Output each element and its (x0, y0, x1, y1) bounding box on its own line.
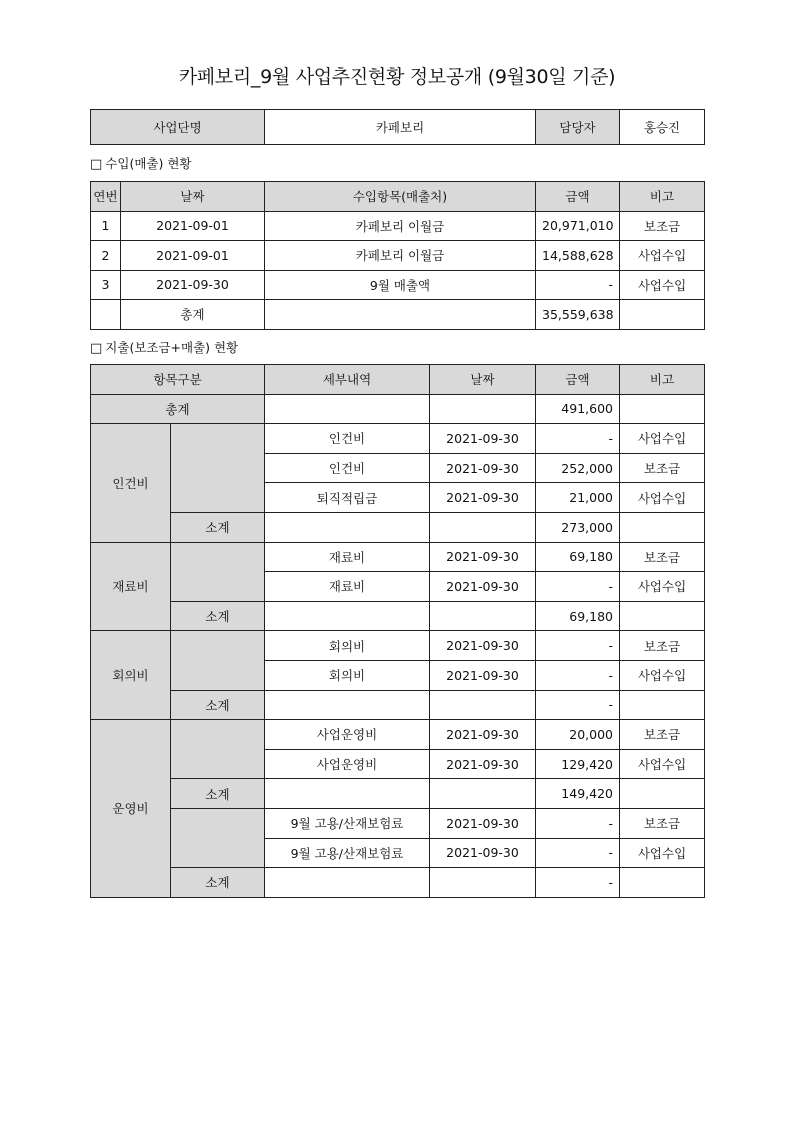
subtotal-blank (620, 868, 705, 898)
page-title: 카페보리_9월 사업추진현황 정보공개 (9월30일 기준) (178, 66, 616, 88)
expense-date: 2021-09-30 (430, 483, 536, 513)
subtotal-row (91, 868, 705, 898)
income-total-blank (265, 300, 536, 330)
subtotal-label: 소계 (171, 779, 265, 809)
expense-note: 보조금 (620, 542, 705, 572)
table-row (91, 631, 705, 661)
expense-note: 보조금 (620, 808, 705, 838)
income-item: 9월 매출액 (265, 270, 536, 300)
expense-amount: - (536, 838, 620, 868)
expense-detail: 사업운영비 (265, 720, 430, 750)
manager-label: 담당자 (536, 110, 620, 145)
expense-total-blank (430, 394, 536, 424)
table-row (91, 211, 705, 241)
expense-total-blank (620, 394, 705, 424)
subtotal-label: 소계 (171, 601, 265, 631)
expense-note: 사업수입 (620, 483, 705, 513)
operation-category: 운영비 (91, 720, 171, 898)
income-note: 보조금 (620, 211, 705, 241)
table-row (91, 720, 705, 750)
expense-amount: 69,180 (536, 542, 620, 572)
expense-amount: - (536, 572, 620, 602)
subtotal-label: 소계 (171, 868, 265, 898)
income-item: 카페보리 이월금 (265, 241, 536, 271)
income-no: 2 (91, 241, 121, 271)
expense-note: 사업수입 (620, 660, 705, 690)
checkbox-square-icon: □ (90, 341, 103, 356)
subtotal-label: 소계 (171, 690, 265, 720)
income-total-label: 총계 (121, 300, 265, 330)
meeting-category: 회의비 (91, 631, 171, 720)
expense-detail: 인건비 (265, 453, 430, 483)
expense-header-category: 항목구분 (91, 365, 265, 395)
income-item: 카페보리 이월금 (265, 211, 536, 241)
expense-date: 2021-09-30 (430, 720, 536, 750)
expense-date: 2021-09-30 (430, 631, 536, 661)
income-section-label: 수입(매출) 현황 (105, 156, 192, 171)
subtotal-blank (265, 512, 430, 542)
expense-total-label: 총계 (91, 394, 265, 424)
expense-date: 2021-09-30 (430, 453, 536, 483)
expense-note: 사업수입 (620, 749, 705, 779)
expense-detail: 인건비 (265, 424, 430, 454)
expense-amount: - (536, 660, 620, 690)
expense-detail: 9월 고용/산재보험료 (265, 838, 430, 868)
checkbox-square-icon: □ (90, 157, 103, 172)
labor-category: 인건비 (91, 424, 171, 542)
project-name-value: 카페보리 (265, 110, 536, 145)
expense-detail: 사업운영비 (265, 749, 430, 779)
expense-detail: 재료비 (265, 542, 430, 572)
expense-amount: 252,000 (536, 453, 620, 483)
expense-amount: - (536, 631, 620, 661)
expense-amount: - (536, 424, 620, 454)
expense-note: 사업수입 (620, 424, 705, 454)
income-date: 2021-09-30 (121, 270, 265, 300)
income-amount: 20,971,010 (536, 211, 620, 241)
expense-date: 2021-09-30 (430, 660, 536, 690)
subtotal-amount: 273,000 (536, 512, 620, 542)
expense-note: 보조금 (620, 720, 705, 750)
subtotal-row (91, 601, 705, 631)
subtotal-blank (620, 690, 705, 720)
expense-date: 2021-09-30 (430, 838, 536, 868)
income-date: 2021-09-01 (121, 211, 265, 241)
expense-amount: - (536, 808, 620, 838)
expense-date: 2021-09-30 (430, 749, 536, 779)
expense-total-row (91, 394, 705, 424)
meeting-subgroup (171, 631, 265, 690)
manager-value: 홍승진 (620, 110, 705, 145)
expense-header-detail: 세부내역 (265, 365, 430, 395)
income-note: 사업수입 (620, 241, 705, 271)
expense-date: 2021-09-30 (430, 542, 536, 572)
material-category: 재료비 (91, 542, 171, 631)
subtotal-label: 소계 (171, 512, 265, 542)
expense-detail: 회의비 (265, 631, 430, 661)
subtotal-blank (430, 779, 536, 809)
operation-subgroup (171, 720, 265, 779)
subtotal-blank (620, 601, 705, 631)
income-total-row (91, 300, 705, 330)
income-header-no: 연번 (91, 182, 121, 212)
income-table (90, 181, 705, 330)
expense-section-label: 지출(보조금+매출) 현황 (105, 340, 239, 355)
income-total-blank (620, 300, 705, 330)
expense-detail: 회의비 (265, 660, 430, 690)
labor-subgroup (171, 424, 265, 513)
income-header-date: 날짜 (121, 182, 265, 212)
subtotal-row (91, 779, 705, 809)
table-row (91, 424, 705, 454)
expense-note: 보조금 (620, 631, 705, 661)
income-total-amount: 35,559,638 (536, 300, 620, 330)
expense-date: 2021-09-30 (430, 808, 536, 838)
expense-amount: 129,420 (536, 749, 620, 779)
expense-header-date: 날짜 (430, 365, 536, 395)
project-info-row (91, 110, 705, 145)
expense-detail: 재료비 (265, 572, 430, 602)
table-row (91, 270, 705, 300)
subtotal-amount: - (536, 868, 620, 898)
subtotal-row (91, 690, 705, 720)
expense-date: 2021-09-30 (430, 424, 536, 454)
operation-subgroup (171, 808, 265, 867)
income-header-item: 수입항목(매출처) (265, 182, 536, 212)
income-header-amount: 금액 (536, 182, 620, 212)
expense-total-blank (265, 394, 430, 424)
expense-amount: 21,000 (536, 483, 620, 513)
subtotal-amount: 69,180 (536, 601, 620, 631)
subtotal-blank (430, 601, 536, 631)
expense-note: 보조금 (620, 453, 705, 483)
income-no: 3 (91, 270, 121, 300)
subtotal-blank (430, 512, 536, 542)
income-header-row (91, 182, 705, 212)
project-name-label: 사업단명 (91, 110, 265, 145)
subtotal-blank (265, 868, 430, 898)
income-section-title (90, 154, 191, 172)
expense-date: 2021-09-30 (430, 572, 536, 602)
income-amount: 14,588,628 (536, 241, 620, 271)
expense-table (90, 364, 705, 898)
table-row (91, 241, 705, 271)
expense-header-row (91, 365, 705, 395)
material-subgroup (171, 542, 265, 601)
subtotal-blank (620, 779, 705, 809)
subtotal-row (91, 512, 705, 542)
expense-section-title (90, 338, 238, 356)
expense-note: 사업수입 (620, 838, 705, 868)
expense-header-note: 비고 (620, 365, 705, 395)
table-row (91, 542, 705, 572)
subtotal-blank (265, 779, 430, 809)
expense-detail: 9월 고용/산재보험료 (265, 808, 430, 838)
subtotal-blank (620, 512, 705, 542)
subtotal-amount: 149,420 (536, 779, 620, 809)
subtotal-blank (430, 690, 536, 720)
income-total-blank (91, 300, 121, 330)
project-info-table (90, 109, 705, 145)
income-header-note: 비고 (620, 182, 705, 212)
expense-detail: 퇴직적립금 (265, 483, 430, 513)
expense-header-amount: 금액 (536, 365, 620, 395)
expense-amount: 20,000 (536, 720, 620, 750)
income-note: 사업수입 (620, 270, 705, 300)
subtotal-blank (430, 868, 536, 898)
expense-total-amount: 491,600 (536, 394, 620, 424)
subtotal-amount: - (536, 690, 620, 720)
expense-note: 사업수입 (620, 572, 705, 602)
income-amount: - (536, 270, 620, 300)
subtotal-blank (265, 601, 430, 631)
income-date: 2021-09-01 (121, 241, 265, 271)
income-no: 1 (91, 211, 121, 241)
subtotal-blank (265, 690, 430, 720)
table-row (91, 808, 705, 838)
